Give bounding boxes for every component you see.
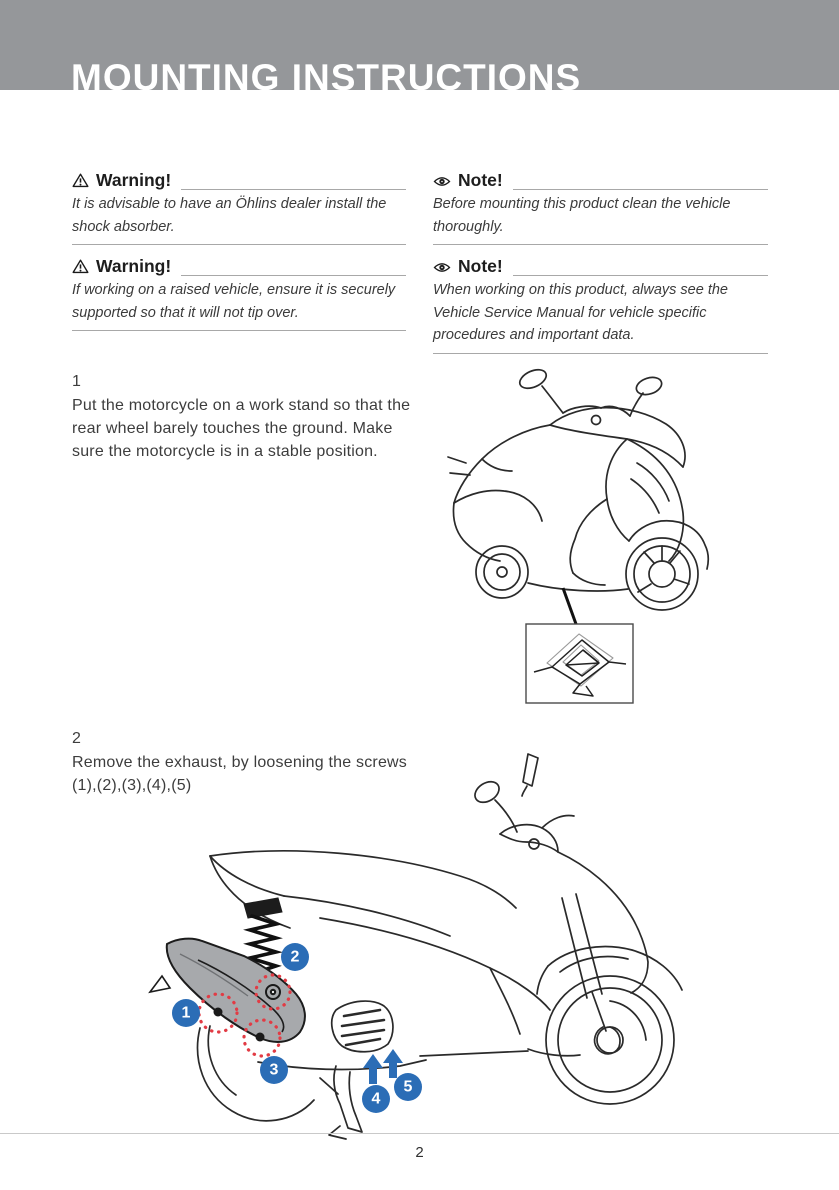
figure-exhaust-removal [140,748,800,1140]
step-1 [72,371,426,463]
step-text: Remove the exhaust, by loosening the screws (1),(2),(3),(4),(5) [72,754,407,794]
footer-divider [0,1133,839,1134]
notices-left-column [72,170,406,365]
note-text: When working on this product, always see the Vehicle Service Manual for vehicle specific procedures and important data. [433,282,728,343]
warning-heading [72,256,406,276]
warning-heading [72,170,406,190]
callout-3 [260,1056,288,1084]
step-number: 1 [72,373,81,390]
leader-line [563,588,576,624]
warning-title: Warning! [96,169,172,190]
heading-rule [513,275,768,276]
note-text: Before mounting this product clean the vehicle thoroughly. [433,196,731,235]
notices-section [72,170,768,365]
warning-text: If working on a raised vehicle, ensure it is securely supported so that it will not tip over. [72,282,396,321]
step-text: Put the motorcycle on a work stand so that the rear wheel barely touches the ground. Make sure the motorcycle is in a stable position. [72,397,411,460]
callout-4 [362,1085,390,1113]
header-banner [0,0,839,98]
callout-2 [281,943,309,971]
note-title: Note! [458,169,503,190]
warning-title: Warning! [96,255,172,276]
figure-motorcycle-front-quarter [430,362,815,710]
svg-text:4: 4 [371,1090,381,1108]
warning-text: It is advisable to have an Öhlins dealer install the shock absorber. [72,196,387,235]
heading-rule [181,189,406,190]
eye-icon [433,261,451,274]
note-heading [433,256,768,276]
note-heading [433,170,768,190]
page-number: 2 [415,1144,424,1161]
warning-triangle-icon [72,259,89,274]
eye-icon [433,175,451,188]
page-title: MOUNTING INSTRUCTIONS [71,57,582,98]
warning-block [72,170,406,245]
svg-text:3: 3 [269,1061,279,1079]
heading-rule [513,189,768,190]
step-number: 2 [72,730,81,747]
svg-text:1: 1 [181,1004,191,1022]
note-block [433,170,768,245]
up-arrow-icon [383,1049,403,1078]
note-title: Note! [458,255,503,276]
notices-right-column [433,170,768,365]
note-block [433,256,768,354]
warning-block [72,256,406,331]
shock-absorber [244,898,282,918]
svg-text:5: 5 [403,1078,413,1096]
work-stand-detail-box [526,624,633,703]
warning-triangle-icon [72,173,89,188]
svg-text:2: 2 [290,948,300,966]
callout-5 [394,1073,422,1101]
callout-1 [172,999,200,1027]
heading-rule [181,275,406,276]
